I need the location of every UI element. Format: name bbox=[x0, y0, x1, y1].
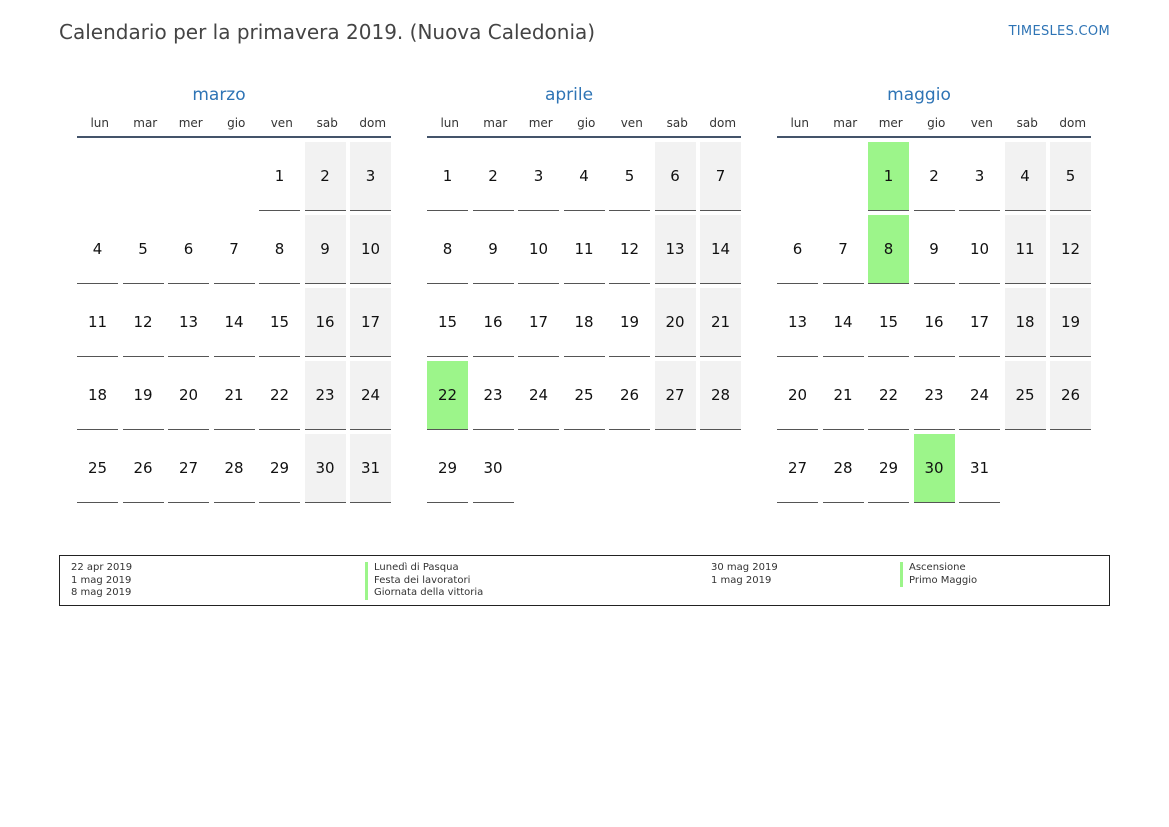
day-cell: 18 bbox=[564, 288, 605, 357]
weekday-label: gio bbox=[577, 116, 596, 130]
day-grid bbox=[777, 142, 1079, 503]
day-cell: 23 bbox=[914, 361, 955, 430]
weekday-label: lun bbox=[90, 116, 110, 130]
day-cell: 31 bbox=[350, 434, 391, 503]
day-cell: 13 bbox=[655, 215, 696, 284]
day-cell: 9 bbox=[305, 215, 346, 284]
legend-holiday-name: Giornata della vittoria bbox=[365, 587, 483, 600]
month-title: maggio bbox=[887, 85, 951, 105]
day-cell: 17 bbox=[959, 288, 1000, 357]
holiday-legend bbox=[59, 555, 1110, 606]
day-cell: 2 bbox=[473, 142, 514, 211]
day-cell: 23 bbox=[305, 361, 346, 430]
day-cell: 10 bbox=[959, 215, 1000, 284]
day-cell: 28 bbox=[214, 434, 255, 503]
day-cell: 25 bbox=[1005, 361, 1046, 430]
day-cell: 21 bbox=[700, 288, 741, 357]
day-cell: 6 bbox=[168, 215, 209, 284]
holiday-day-cell: 22 bbox=[427, 361, 468, 430]
weekday-label: mar bbox=[133, 116, 158, 130]
day-cell: 3 bbox=[959, 142, 1000, 211]
day-cell: 24 bbox=[350, 361, 391, 430]
day-cell: 4 bbox=[1005, 142, 1046, 211]
weekday-label: sab bbox=[1016, 116, 1038, 130]
day-cell: 20 bbox=[168, 361, 209, 430]
day-cell: 15 bbox=[427, 288, 468, 357]
month-calendar-may bbox=[759, 84, 1087, 503]
weekday-label: ven bbox=[970, 116, 993, 130]
day-cell: 25 bbox=[77, 434, 118, 503]
weekday-label: mar bbox=[483, 116, 508, 130]
day-cell: 30 bbox=[305, 434, 346, 503]
day-cell: 19 bbox=[609, 288, 650, 357]
day-cell: 11 bbox=[1005, 215, 1046, 284]
day-cell: 17 bbox=[350, 288, 391, 357]
weekday-header bbox=[77, 116, 391, 138]
day-cell: 26 bbox=[1050, 361, 1091, 430]
weekday-label: sab bbox=[666, 116, 688, 130]
day-cell: 10 bbox=[518, 215, 559, 284]
weekday-header bbox=[777, 116, 1091, 138]
day-cell: 20 bbox=[777, 361, 818, 430]
day-cell: 2 bbox=[914, 142, 955, 211]
day-cell: 6 bbox=[777, 215, 818, 284]
day-cell: 15 bbox=[868, 288, 909, 357]
day-cell: 5 bbox=[123, 215, 164, 284]
legend-date: 8 mag 2019 bbox=[71, 587, 132, 598]
day-cell: 4 bbox=[77, 215, 118, 284]
day-cell: 19 bbox=[123, 361, 164, 430]
weekday-label: ven bbox=[620, 116, 643, 130]
empty-day-cell bbox=[823, 142, 864, 211]
day-cell: 13 bbox=[168, 288, 209, 357]
day-cell: 11 bbox=[77, 288, 118, 357]
day-cell: 23 bbox=[473, 361, 514, 430]
brand-link[interactable]: TIMESLES.COM bbox=[1008, 24, 1110, 39]
day-cell: 12 bbox=[1050, 215, 1091, 284]
weekday-label: lun bbox=[790, 116, 810, 130]
legend-date: 1 mag 2019 bbox=[711, 574, 772, 586]
day-cell: 14 bbox=[823, 288, 864, 357]
day-cell: 10 bbox=[350, 215, 391, 284]
day-cell: 21 bbox=[214, 361, 255, 430]
day-cell: 27 bbox=[168, 434, 209, 503]
day-cell: 31 bbox=[959, 434, 1000, 503]
day-cell: 26 bbox=[123, 434, 164, 503]
page-title: Calendario per la primavera 2019. (Nuova Caledonia) bbox=[59, 20, 596, 44]
legend-names-right bbox=[900, 562, 977, 587]
weekday-label: dom bbox=[1059, 116, 1087, 130]
day-cell: 24 bbox=[518, 361, 559, 430]
day-cell: 20 bbox=[655, 288, 696, 357]
day-cell: 9 bbox=[914, 215, 955, 284]
holiday-day-cell: 30 bbox=[914, 434, 955, 503]
legend-dates-left bbox=[71, 562, 132, 600]
holiday-day-cell: 1 bbox=[868, 142, 909, 211]
empty-day-cell bbox=[168, 142, 209, 211]
day-cell: 24 bbox=[959, 361, 1000, 430]
weekday-label: dom bbox=[709, 116, 737, 130]
day-cell: 9 bbox=[473, 215, 514, 284]
day-cell: 28 bbox=[700, 361, 741, 430]
empty-day-cell bbox=[777, 142, 818, 211]
day-cell: 29 bbox=[259, 434, 300, 503]
day-cell: 14 bbox=[214, 288, 255, 357]
legend-holiday-name: Festa dei lavoratori bbox=[365, 575, 483, 588]
day-cell: 15 bbox=[259, 288, 300, 357]
weekday-label: gio bbox=[227, 116, 246, 130]
day-cell: 18 bbox=[1005, 288, 1046, 357]
day-cell: 8 bbox=[427, 215, 468, 284]
day-cell: 22 bbox=[259, 361, 300, 430]
month-title: marzo bbox=[192, 85, 246, 105]
day-cell: 5 bbox=[609, 142, 650, 211]
day-cell: 12 bbox=[123, 288, 164, 357]
day-grid bbox=[77, 142, 379, 503]
day-cell: 6 bbox=[655, 142, 696, 211]
day-cell: 26 bbox=[609, 361, 650, 430]
day-cell: 3 bbox=[518, 142, 559, 211]
legend-date: 30 mag 2019 bbox=[711, 562, 778, 573]
day-cell: 16 bbox=[305, 288, 346, 357]
holiday-day-cell: 8 bbox=[868, 215, 909, 284]
legend-holiday-name: Lunedì di Pasqua bbox=[365, 562, 483, 575]
weekday-label: lun bbox=[440, 116, 460, 130]
day-cell: 8 bbox=[259, 215, 300, 284]
month-calendar-april bbox=[409, 84, 737, 503]
legend-holiday-name: Ascensione bbox=[900, 562, 977, 575]
day-cell: 30 bbox=[473, 434, 514, 503]
day-cell: 5 bbox=[1050, 142, 1091, 211]
day-cell: 16 bbox=[914, 288, 955, 357]
day-cell: 7 bbox=[700, 142, 741, 211]
day-grid bbox=[427, 142, 729, 503]
day-cell: 7 bbox=[214, 215, 255, 284]
month-title: aprile bbox=[544, 85, 594, 105]
day-cell: 27 bbox=[655, 361, 696, 430]
empty-day-cell bbox=[214, 142, 255, 211]
empty-day-cell bbox=[77, 142, 118, 211]
day-cell: 4 bbox=[564, 142, 605, 211]
weekday-header bbox=[427, 116, 741, 138]
legend-date: 22 apr 2019 bbox=[71, 562, 133, 573]
day-cell: 3 bbox=[350, 142, 391, 211]
day-cell: 1 bbox=[427, 142, 468, 211]
weekday-label: dom bbox=[359, 116, 387, 130]
day-cell: 2 bbox=[305, 142, 346, 211]
month-calendar-march bbox=[59, 84, 387, 503]
day-cell: 29 bbox=[427, 434, 468, 503]
day-cell: 21 bbox=[823, 361, 864, 430]
weekday-label: sab bbox=[316, 116, 338, 130]
legend-date: 1 mag 2019 bbox=[71, 574, 132, 586]
day-cell: 7 bbox=[823, 215, 864, 284]
legend-dates-right bbox=[711, 562, 778, 587]
legend-holiday-name: Primo Maggio bbox=[900, 575, 977, 588]
day-cell: 27 bbox=[777, 434, 818, 503]
day-cell: 12 bbox=[609, 215, 650, 284]
day-cell: 28 bbox=[823, 434, 864, 503]
weekday-label: mer bbox=[528, 116, 553, 130]
empty-day-cell bbox=[123, 142, 164, 211]
day-cell: 14 bbox=[700, 215, 741, 284]
day-cell: 29 bbox=[868, 434, 909, 503]
day-cell: 18 bbox=[77, 361, 118, 430]
day-cell: 25 bbox=[564, 361, 605, 430]
weekday-label: ven bbox=[270, 116, 293, 130]
day-cell: 22 bbox=[868, 361, 909, 430]
legend-names-left bbox=[365, 562, 483, 600]
weekday-label: gio bbox=[927, 116, 946, 130]
day-cell: 17 bbox=[518, 288, 559, 357]
day-cell: 19 bbox=[1050, 288, 1091, 357]
day-cell: 13 bbox=[777, 288, 818, 357]
weekday-label: mar bbox=[833, 116, 858, 130]
day-cell: 1 bbox=[259, 142, 300, 211]
day-cell: 11 bbox=[564, 215, 605, 284]
weekday-label: mer bbox=[178, 116, 203, 130]
day-cell: 16 bbox=[473, 288, 514, 357]
weekday-label: mer bbox=[878, 116, 903, 130]
